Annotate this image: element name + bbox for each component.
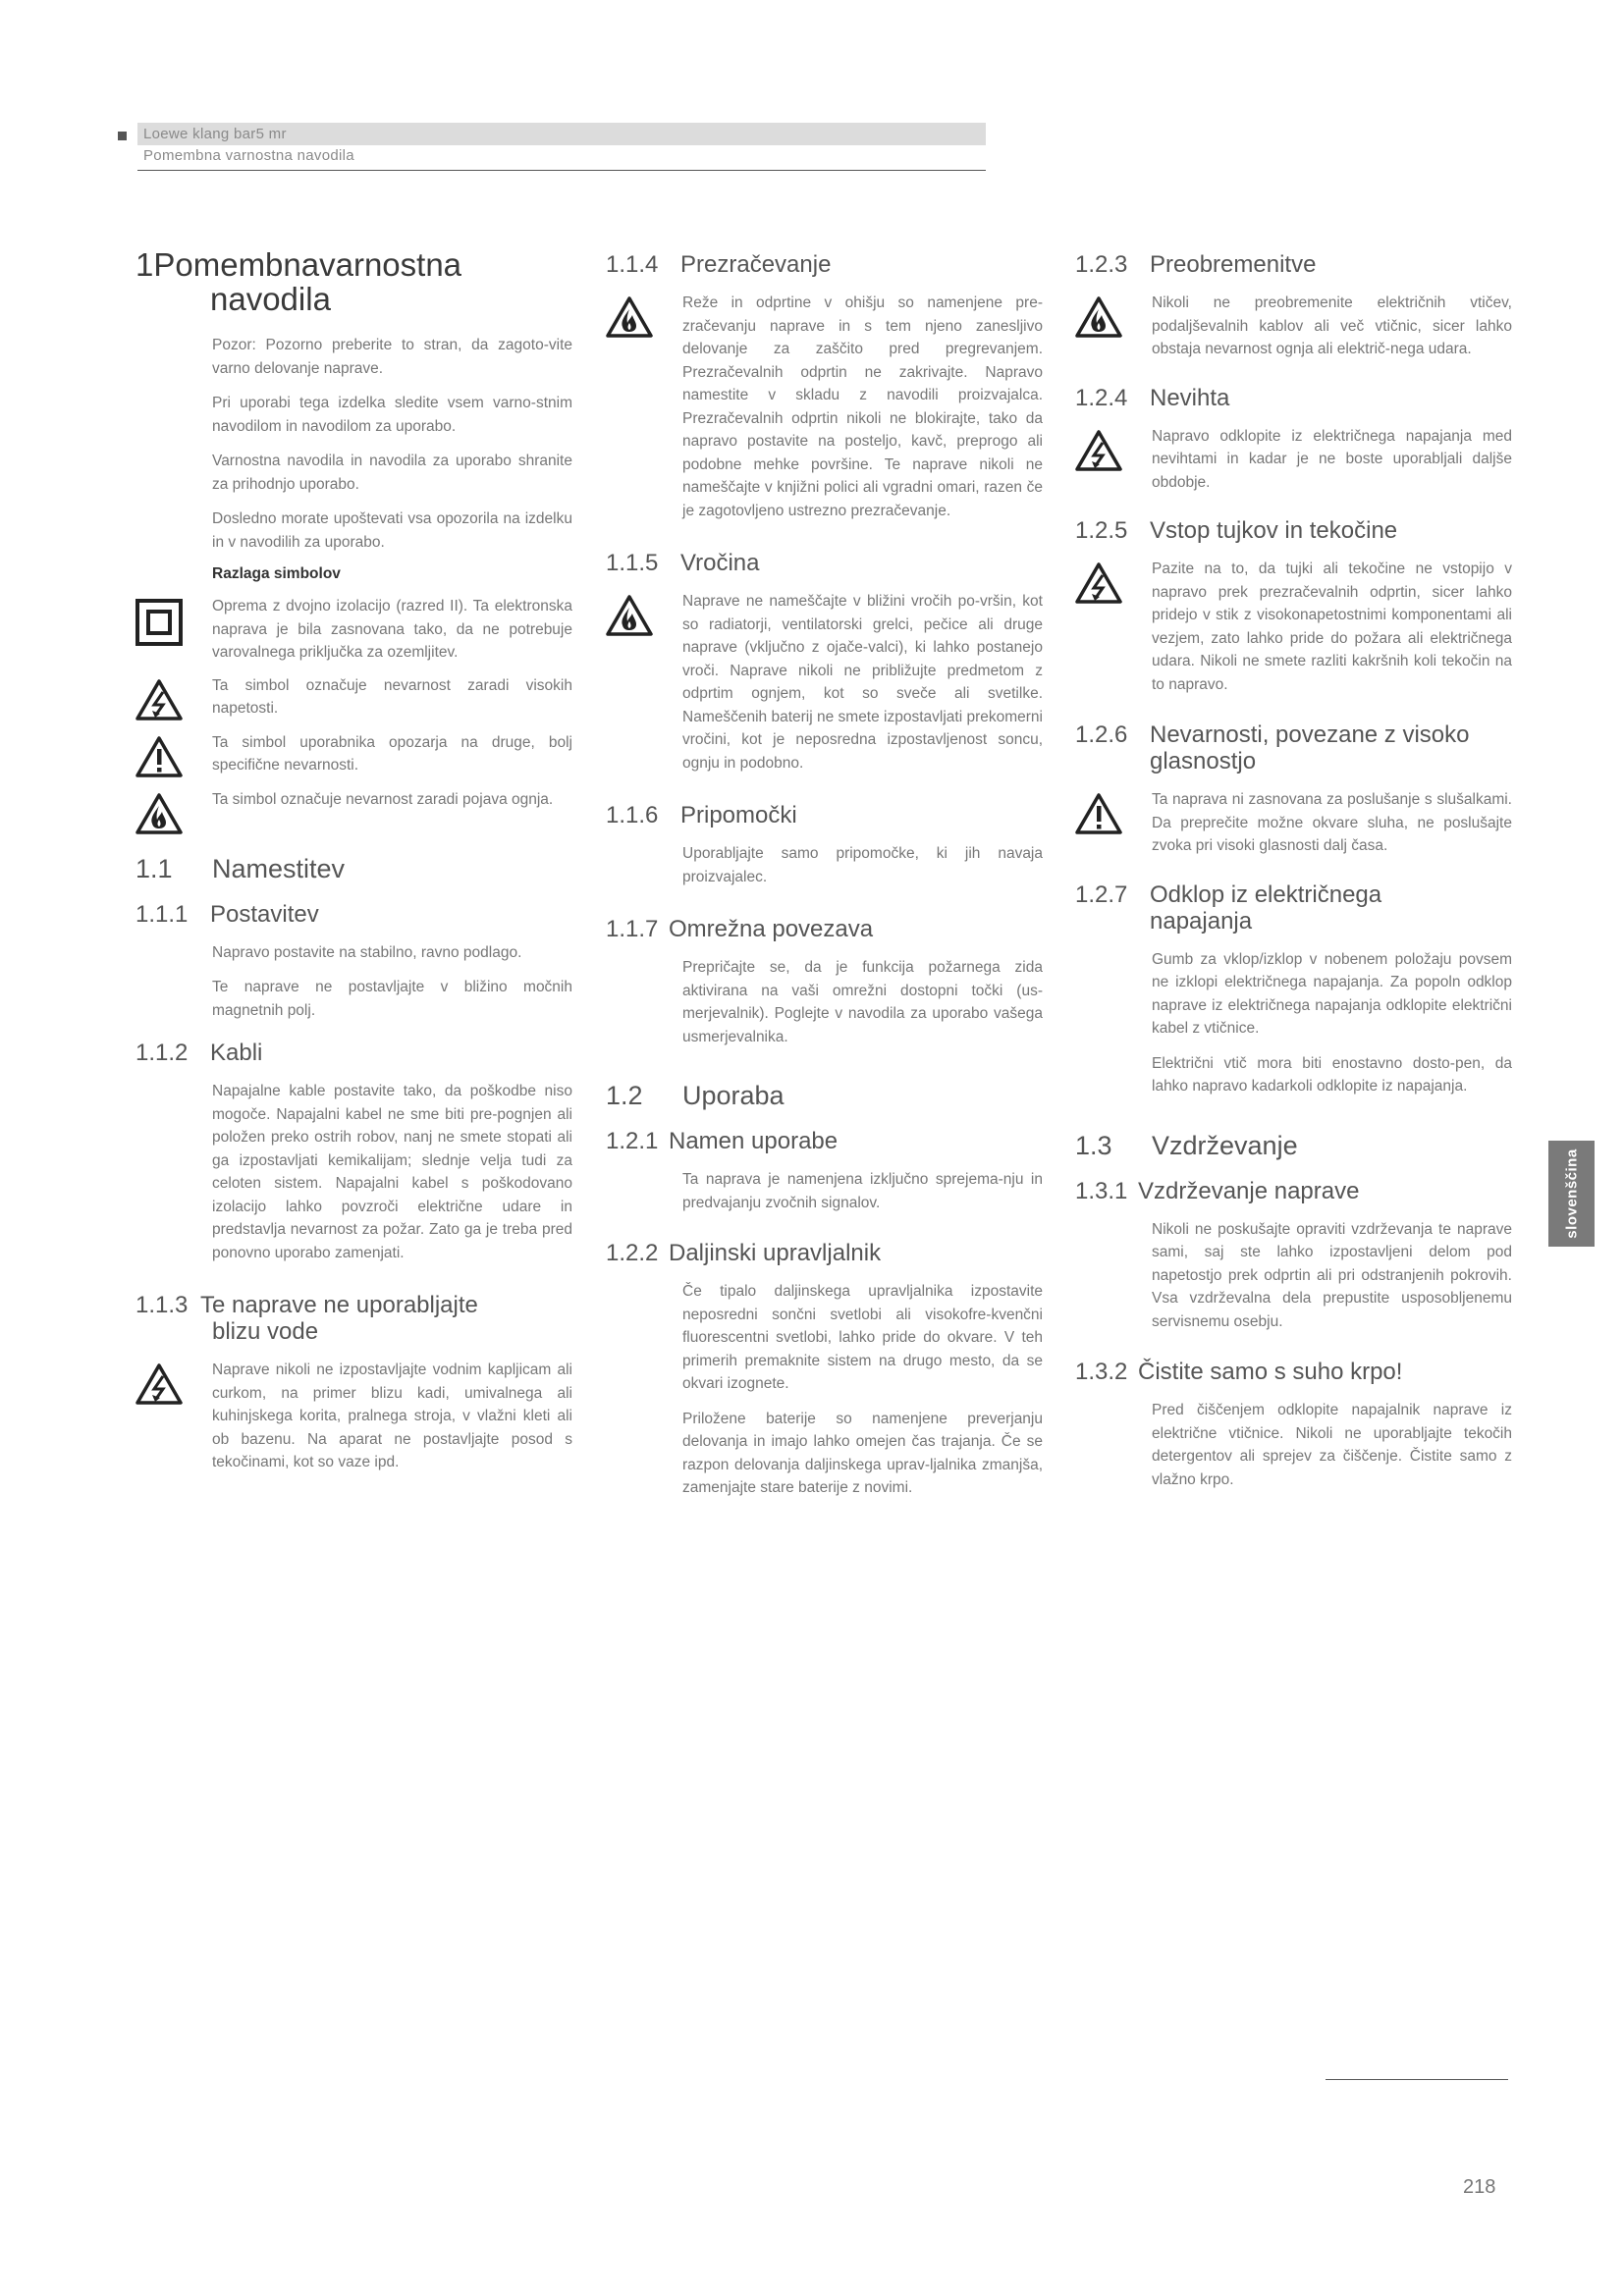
subsection-number: 1.1.6 (606, 802, 659, 828)
subsection-heading (606, 916, 1043, 942)
section-heading (135, 855, 572, 883)
subsection-number: 1.1.5 (606, 550, 659, 576)
chapter-number: 1 (135, 246, 154, 283)
paragraph: Napravo postavite na stabilno, ravno podlago. (212, 943, 522, 961)
subsection-heading (1075, 517, 1512, 544)
subsection-title: Nevihta (1150, 384, 1230, 411)
warning-item (1075, 292, 1512, 361)
language-side-tab (1548, 1141, 1595, 1247)
subsection-heading (1075, 721, 1512, 774)
subsection-title-line-2: glasnostjo (1150, 748, 1257, 774)
subsection-title: Čistite samo s suho krpo! (1138, 1359, 1403, 1385)
paragraph: Ta naprava je namenjena izključno sprejema-nju in predvajanju zvočnih signalov. (682, 1171, 1043, 1211)
symbol-item (135, 788, 572, 835)
header-bullet (118, 132, 127, 140)
warning-exclamation-icon (1075, 788, 1152, 835)
subsection-title (200, 1292, 572, 1345)
paragraph: Pred čiščenjem odklopite napajalnik naprave iz električne vtičnice. Nikoli ne uporabljajte tekočih detergentov ali sprejev za čiščenje. Čistite samo z vlažno krpo. (1152, 1402, 1512, 1488)
high-voltage-icon (135, 674, 212, 721)
intro-paragraph: Dosledno morate upoštevati vsa opozorila na izdelku in v navodilih za uporabo. (212, 510, 572, 551)
subsection-title: Preobremenitve (1150, 251, 1317, 278)
paragraph: Ta naprava ni zasnovana za poslušanje s slušalkami. Da preprečite možne okvare sluha, ne poslušajte zvoka pri visoki glasnosti dalj časa. (1152, 791, 1512, 854)
paragraph: Reže in odprtine v ohišju so namenjene pre-zračevanju naprave in s tem njeno zanesljivo delovanje za zaščito pred pregrevanjem. Prezračevalnih odprtin ne zakrivajte. Napravo namestite v skladu z navodili proizvajalca. Prezračevalnih odprtin nikoli ne blokirajte, tako da napravo postavite na posteljo, kavč, preprogo ali podobne mehke površine. Te naprave nikoli ne nameščajte v knjižni polici ali vgradni omari, razen če je zagotovljeno ustrezno prezračevanje. (682, 294, 1043, 519)
warning-item (1075, 425, 1512, 495)
subsection-number: 1.2.5 (1075, 517, 1128, 544)
symbol-item (135, 731, 572, 778)
fire-hazard-icon (135, 788, 212, 835)
intro-paragraph: Pri uporabi tega izdelka sledite vsem varno-stnim navodilom in navodilom za uporabo. (212, 395, 572, 435)
subsection-title-line-1: Odklop iz električnega (1150, 881, 1382, 908)
paragraph: Nikoli ne preobremenite električnih vtičev, podaljševalnih kablov ali več vtičnic, sicer lahko obstaja nevarnost ognja ali električ-nega udara. (1152, 294, 1512, 357)
symbol-item (135, 674, 572, 721)
paragraph: Električni vtič mora biti enostavno dosto-pen, da lahko napravo kadarkoli odklopite iz napajanja. (1152, 1054, 1512, 1095)
header-product: Loewe klang bar5 mr (143, 126, 287, 142)
section-heading (1075, 1132, 1512, 1160)
footer-rule (1326, 2079, 1508, 2080)
high-voltage-icon (1075, 425, 1152, 472)
subsection-title-line-1: Nevarnosti, povezane z visoko (1150, 721, 1470, 748)
subsection-title: Omrežna povezava (669, 916, 874, 942)
subsection-title-line-2: blizu vode (212, 1318, 319, 1345)
fire-hazard-icon (606, 292, 682, 339)
chapter-title-line-2: navodila (210, 281, 331, 317)
subsection-heading (1075, 251, 1512, 278)
subsection-number: 1.2.2 (606, 1240, 659, 1266)
column-left (135, 247, 572, 1484)
subsection-number: 1.2.1 (606, 1128, 659, 1154)
paragraph: Naprave nikoli ne izpostavljajte vodnim kapljicam ali curkom, na primer blizu kadi, umivalnega ali kuhinjskega korita, pralnega stroja, v vlažni kleti ali ob bazenu. Na aparat ne postavljajte posod s tekočinami, kot so vaze ipd. (212, 1362, 572, 1470)
paragraph: Pazite na to, da tujki ali tekočine ne vstopijo v napravo prek prezračevalnih odprtin, sicer lahko pridejo v stik z visokonapetostnimi komponentami ali vezjem, zato lahko pride do požara ali električnega udara. Nikoli ne smete razliti kakršnih koli tekočin na to napravo. (1152, 561, 1512, 693)
language-label: slovenščina (1563, 1148, 1580, 1239)
paragraph: Napravo odklopite iz električnega napajanja med nevihtami in kadar je ne boste uporabljali daljše obdobje. (1152, 427, 1512, 491)
intro-paragraph: Pozor: Pozorno preberite to stran, da zagoto-vite varno delovanje naprave. (212, 337, 572, 377)
page-number: 218 (1463, 2176, 1496, 2198)
subsection-number: 1.2.6 (1075, 721, 1128, 748)
paragraph: Gumb za vklop/izklop v nobenem položaju povsem ne izklopi električnega napajanja. Za popoln odklop naprave iz električnega napajanja odklopite električni kabel z vtičnice. (1152, 950, 1512, 1037)
section-number: 1.1 (135, 853, 173, 883)
fire-hazard-icon (1075, 292, 1152, 339)
paragraph: Napajalne kable postavite tako, da poškodbe niso mogoče. Napajalni kabel ne sme biti pre-pognjen ali položen preko ostrih robov, nanj ne smete stopati ali ga izpostavljati kemikalijam; slednje velja tudi za celoten sistem. Napajalni kabel s poškodovano izolacijo lahko povzroči električne udare in predstavlja nevarnost za požar. Zato ga je treba pred ponovno uporabo zamenjati. (212, 1083, 572, 1261)
subsection-heading (606, 1128, 1043, 1154)
warning-item (135, 1359, 572, 1474)
subsection-title: Pripomočki (680, 802, 797, 828)
subsection-number: 1.2.7 (1075, 881, 1128, 908)
subsection-number: 1.1.3 (135, 1292, 189, 1318)
symbol-item (135, 595, 572, 665)
subsection-heading (135, 1292, 572, 1345)
paragraph: Priložene baterije so namenjene preverjanju delovanja in imajo lahko omejen čas trajanja. Če se razpon delovanja daljinskega uprav-ljalnika zmanjša, zamenjajte stare baterije z novimi. (682, 1410, 1043, 1496)
subsection-heading (606, 550, 1043, 576)
section-title: Namestitev (212, 853, 346, 883)
subsection-title (1150, 721, 1512, 774)
paragraph: Če tipalo daljinskega upravljalnika izpostavite neposredni sončni svetlobi ali visokofre-kvenčni fluorescentni svetlobi, lahko pride do okvare. V teh primerih premaknite sistem na drugo mesto, da se okvari izognete. (682, 1283, 1043, 1392)
subsection-number: 1.3.1 (1075, 1177, 1128, 1204)
subsection-number: 1.1.7 (606, 916, 659, 942)
subsection-title: Vzdrževanje naprave (1138, 1177, 1360, 1204)
subsection-number: 1.1.2 (135, 1040, 189, 1066)
section-heading (606, 1082, 1043, 1110)
section-number: 1.2 (606, 1081, 643, 1110)
section-title: Uporaba (682, 1081, 785, 1110)
high-voltage-icon (135, 1359, 212, 1406)
fire-hazard-icon (606, 590, 682, 637)
subsection-title-line-2: napajanja (1150, 907, 1253, 934)
chapter-title-line-1: Pomembnavarnostna (153, 246, 462, 283)
subsection-heading (1075, 1178, 1512, 1204)
warning-item (606, 292, 1043, 522)
header-bar (137, 123, 986, 145)
subsection-heading (1075, 881, 1512, 934)
warning-item (606, 590, 1043, 774)
column-right (1075, 247, 1512, 1503)
chapter-title (135, 247, 572, 316)
paragraph: Te naprave ne postavljajte v bližino močnih magnetnih polj. (212, 979, 572, 1019)
subsection-title (1150, 881, 1512, 934)
subsection-heading (606, 802, 1043, 828)
paragraph: Nikoli ne poskušajte opraviti vzdrževanja te naprave sami, saj ste lahko izpostavljeni delom pod napetostjo prek odprtin ali pri odstranjenih pokrovih. Vsa vzdrževalna dela prepustite usposobljenemu servisnemu osebju. (1152, 1220, 1512, 1330)
subsection-title: Vstop tujkov in tekočine (1150, 517, 1398, 544)
subsection-title: Vročina (680, 550, 760, 576)
subsection-title-line-1: Te naprave ne uporabljajte (200, 1292, 478, 1318)
subsection-title: Namen uporabe (669, 1128, 839, 1154)
warning-item (1075, 788, 1512, 858)
subsection-title: Kabli (210, 1040, 263, 1066)
paragraph: Naprave ne nameščajte v bližini vročih po-vršin, kot so radiatorji, ventilatorski grelci, pečice ali druge naprave (vključno z ojače-valci), ki lahko postanejo vroči. Naprave nikoli ne približujte predmetom z odprtim ognjem, kot so sveče ali svetilke. Nameščenih baterij ne smete izpostavljati prekomerni vročini, kot je neposredna izpostavljenost soncu, ognju in podobno. (682, 593, 1043, 772)
subsection-number: 1.3.2 (1075, 1359, 1128, 1385)
symbol-description: Oprema z dvojno izolacijo (razred II). Ta elektronska naprava je bila zasnovana tako, da ne potrebuje varovalnega priključka za ozemljitev. (212, 598, 572, 661)
subsection-heading (1075, 1359, 1512, 1385)
header-rule (137, 170, 986, 171)
subsection-heading (135, 901, 572, 928)
high-voltage-icon (1075, 558, 1152, 605)
header-section: Pomembna varnostna navodila (143, 147, 354, 164)
symbol-description: Ta simbol označuje nevarnost zaradi visokih napetosti. (212, 676, 572, 717)
paragraph: Prepričajte se, da je funkcija požarnega zida aktivirana na vaši omrežni dostopni točki (us-merjevalnik). Poglejte v navodila za uporabo vašega usmerjevalnika. (682, 959, 1043, 1045)
double-insulation-icon (135, 595, 212, 646)
subsection-heading (135, 1040, 572, 1066)
section-title: Vzdrževanje (1152, 1130, 1298, 1160)
subsection-title: Daljinski upravljalnik (669, 1240, 882, 1266)
intro-paragraph: Varnostna navodila in navodila za uporabo shranite za prihodnjo uporabo. (212, 453, 572, 493)
subsection-number: 1.1.1 (135, 900, 189, 928)
symbol-description: Ta simbol uporabnika opozarja na druge, bolj specifične nevarnosti. (212, 733, 572, 774)
subsection-title: Postavitev (210, 900, 319, 928)
subsection-number: 1.2.4 (1075, 384, 1128, 411)
column-middle (606, 247, 1043, 1512)
symbol-description: Ta simbol označuje nevarnost zaradi pojava ognja. (212, 790, 554, 808)
subsection-number: 1.2.3 (1075, 251, 1128, 278)
paragraph: Uporabljajte samo pripomočke, ki jih navaja proizvajalec. (682, 845, 1043, 885)
warning-item (1075, 558, 1512, 696)
section-number: 1.3 (1075, 1130, 1112, 1160)
subsection-heading (606, 251, 1043, 278)
warning-exclamation-icon (135, 731, 212, 778)
subsection-title: Prezračevanje (680, 251, 832, 278)
subsection-heading (1075, 385, 1512, 411)
symbols-label: Razlaga simbolov (212, 565, 341, 582)
subsection-number: 1.1.4 (606, 251, 659, 278)
subsection-heading (606, 1240, 1043, 1266)
